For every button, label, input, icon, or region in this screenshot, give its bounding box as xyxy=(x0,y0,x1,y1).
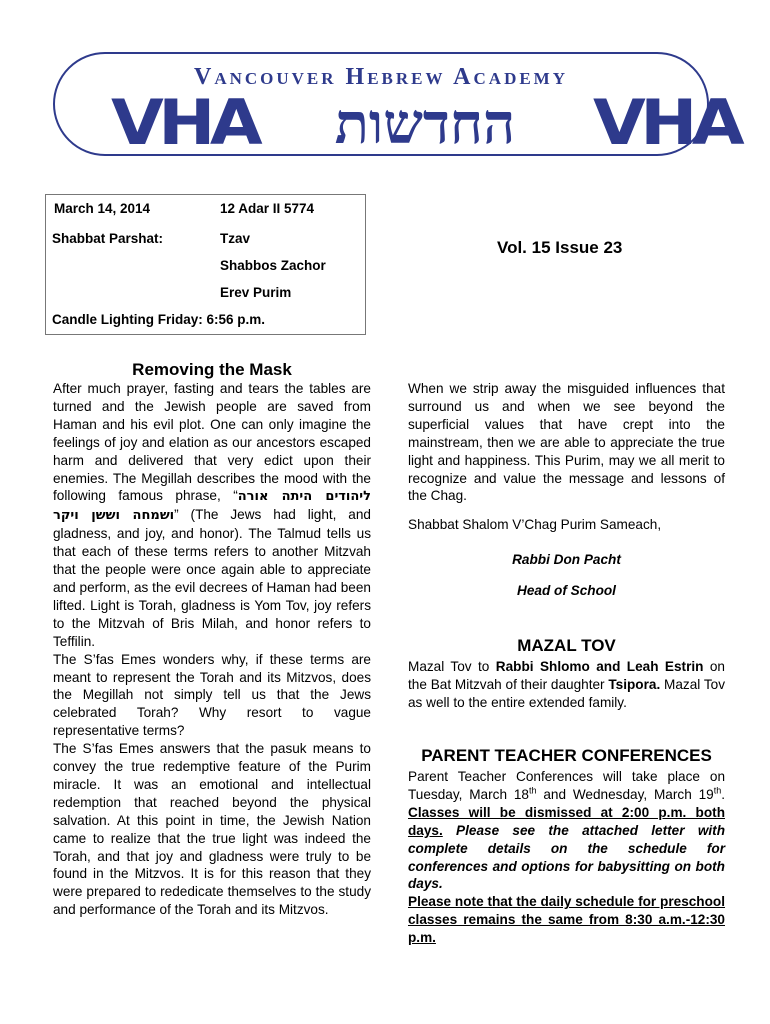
mazal-tov-daughter: Tsipora. xyxy=(608,676,661,692)
vha-logo-right: VHA xyxy=(593,86,740,159)
conferences-text-part: . xyxy=(721,786,726,802)
conferences-text xyxy=(408,768,725,947)
conferences-title: PARENT TEACHER CONFERENCES xyxy=(421,746,712,765)
mazal-tov-title: MAZAL TOV xyxy=(517,636,616,655)
issue-date: March 14, 2014 xyxy=(54,201,151,216)
parshat-label: Shabbat Parshat: xyxy=(52,231,164,246)
mazal-tov-text-part: Mazal Tov as well to the entire extended family. xyxy=(408,676,725,710)
candle-lighting: Candle Lighting Friday: 6:56 p.m. xyxy=(52,312,266,327)
signature-title: Head of School xyxy=(517,583,616,598)
article-paragraph-2: The S’fas Emes wonders why, if these terms are meant to represent the Torah and its Mitzvos, does the Megillah not simply tell us that the Jews celebrated Torah? Why resort to vague representative terms? xyxy=(53,651,371,739)
article-text: After much prayer, fasting and tears the tables are turned and the Jewish people are saved from Haman and his evil plot. One can only imagine the feelings of joy and elation as our ancestors escaped harm and delivered that very edict upon their enemies. The Megillah describes the mood with the following famous phrase, “ xyxy=(53,381,371,504)
conferences-details: Please see the attached letter with complete details on the schedule for conferences and options for babysitting on both days. xyxy=(408,822,725,892)
article-title: Removing the Mask xyxy=(132,360,292,379)
mazal-tov-text-part: Mazal Tov to xyxy=(408,659,496,674)
hebrew-date: 12 Adar II 5774 xyxy=(220,201,315,216)
parshat-shabbos: Shabbos Zachor xyxy=(220,258,326,273)
article-paragraph-4: When we strip away the misguided influences that surround us and when we see beyond the superficial values that have crept into the mainstream, then we are able to appreciate the true light and happiness. This Purim, may we all merit to recognize and value the message and lessons of the Chag. xyxy=(408,381,725,504)
article-left-column xyxy=(53,380,371,919)
article-paragraph-1 xyxy=(53,380,371,651)
ordinal-suffix: th xyxy=(528,785,537,796)
parshat-erev: Erev Purim xyxy=(220,285,292,300)
mazal-tov-text xyxy=(408,658,725,712)
preschool-notice: Please note that the daily schedule for preschool classes remains the same from 8:30 a.m.-12:30 p.m. xyxy=(408,894,725,946)
article-closing: Shabbat Shalom V’Chag Purim Sameach, xyxy=(408,517,662,532)
masthead xyxy=(53,52,740,159)
ordinal-suffix: th xyxy=(713,785,722,796)
mazal-tov-names: Rabbi Shlomo and Leah Estrin xyxy=(495,659,704,674)
conferences-text-part: Parent Teacher Conferences will take place on Tuesday, March 18 xyxy=(408,769,725,802)
conferences-text-part: and Wednesday, March 19 xyxy=(536,786,714,802)
hebrew-phrase: ליהודים היתה אורה ושמחה וששן ויקר xyxy=(53,489,371,524)
signature-name: Rabbi Don Pacht xyxy=(512,552,621,567)
article-text: ” (The Jews had light, and gladness, and joy, and honor). The Talmud tells us that each of these terms refers to another Mitzvah that the people were once again able to appreciate and perform, as the evil decrees of Haman had been lifted. Light is Torah, gladness is Yom Tov, joy refers to the Mitzvah of Bris Milah, and honor refers to Teffilin. xyxy=(53,507,371,649)
parshat-name: Tzav xyxy=(220,231,251,246)
article-paragraph-3: The S’fas Emes answers that the pasuk means to convey the true redemptive feature of the Purim miracle. It was an emotional and intellectual redemption that reached beyond the physical salvation. At this point in time, the Jewish Nation came to realize that the true light was indeed the Torah, and that joy and gladness were truly to be found in the Mitzvos. It is for this reason that they were prepared to rededicate themselves to the study and performance of the Torah and its Mitzvos. xyxy=(53,741,371,918)
hebrew-newsletter-title: החדשות xyxy=(334,91,516,157)
mazal-tov-text-part: on the Bat Mitzvah of their daughter xyxy=(408,659,725,692)
vha-logo-left: VHA xyxy=(111,86,258,159)
volume-issue: Vol. 15 Issue 23 xyxy=(497,238,623,257)
dismissal-notice: Classes will be dismissed at 2:00 p.m. both days. xyxy=(408,804,725,838)
school-name: Vancouver Hebrew Academy xyxy=(193,64,569,90)
issue-info-box xyxy=(45,194,366,335)
